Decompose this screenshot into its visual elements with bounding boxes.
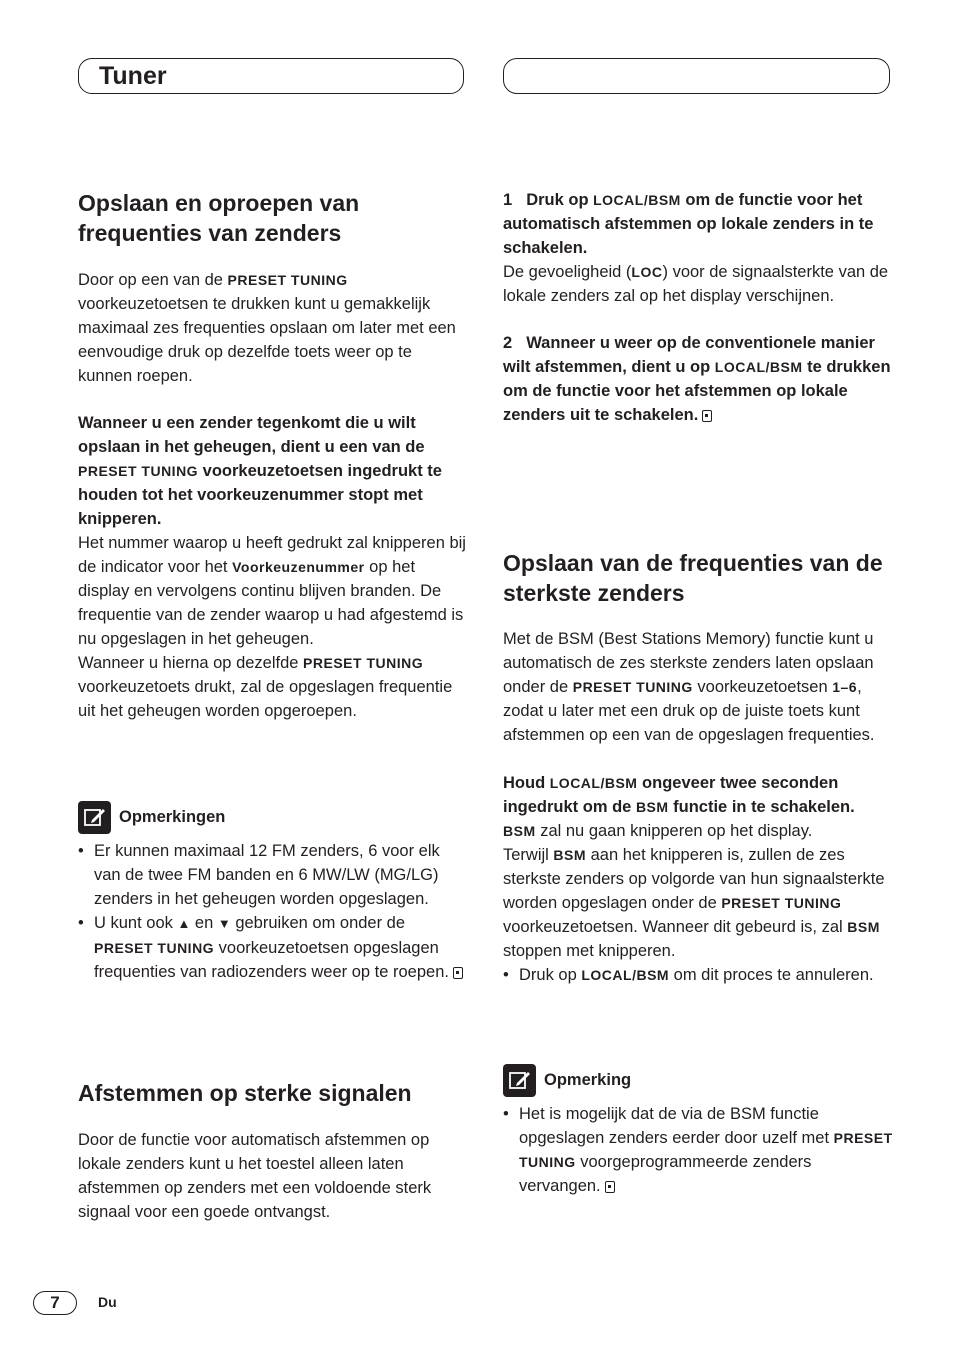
bsm-instruction: Houd LOCAL/BSM ongeveer twee seconden ingedrukt om de BSM functie in te schakelen.: [503, 774, 855, 816]
bsm-cancel-item: • Druk op LOCAL/BSM om dit proces te annuleren.: [503, 963, 893, 987]
intro-paragraph: Door op een van de PRESET TUNING voorkeuzetoetsen te drukken kunt u gemakkelijk maximaal zes frequenties opslaan om later met een eenvoudige druk op dezelfde toets weer op te kunnen roepen.: [78, 271, 456, 385]
note-item: • Het is mogelijk dat de via de BSM functie opgeslagen zenders eerder door uzelf met PRESET TUNING voorgeprogrammeerde zenders vervangen.: [503, 1102, 893, 1198]
bsm-intro-paragraph: Met de BSM (Best Stations Memory) functie kunt u automatisch de zes sterkste zenders laten opslaan onder de PRESET TUNING voorkeuzetoetsen 1–6, zodat u later met een druk op de juiste toets kunt afstemmen op een van de opgeslagen frequenties.: [503, 630, 875, 744]
step-1-result: De gevoeligheid (LOC) voor de signaalsterkte van de lokale zenders zal op het display verschijnen.: [503, 263, 889, 305]
bsm-cancel-list: [503, 963, 893, 987]
bsm-result-2: Terwijl BSM aan het knipperen is, zullen de zes sterkste zenders op volgorde van hun signaalsterkte worden opgeslagen onder de PRESET TUNING voorkeuzetoetsen. Wanneer dit gebeurd is, zal BSM stoppen met knipperen.: [503, 846, 885, 960]
step-1: 1 Druk op LOCAL/BSM om de functie voor het automatisch afstemmen op lokale zenders in te schakelen.: [503, 191, 874, 257]
end-mark-icon: [702, 410, 712, 422]
end-mark-icon: [453, 967, 463, 979]
left-column: [78, 188, 468, 723]
notes-block: [78, 801, 468, 984]
result-paragraph: Het nummer waarop u heeft gedrukt zal knipperen bij de indicator voor het Voorkeuzenummer op het display en vervolgens continu blijven branden. De frequentie van de zender waarop u had afgestemd is nu opgeslagen in het geheugen.: [78, 534, 466, 648]
page-title: Tuner: [99, 62, 167, 90]
down-arrow-icon: ▼: [217, 916, 231, 931]
notes-header: [78, 801, 468, 833]
local-steps: [503, 188, 893, 427]
notes-title: Opmerkingen: [119, 807, 226, 826]
section-heading-strong-signals: Afstemmen op sterke signalen: [78, 1080, 412, 1106]
note-pencil-icon: [78, 801, 111, 834]
bsm-section: [503, 548, 893, 987]
page-number: 7: [33, 1291, 77, 1315]
instruction-paragraph: Wanneer u een zender tegenkomt die u wilt opslaan in het geheugen, dient u een van de PRESET TUNING voorkeuzetoetsen ingedrukt te houden tot het voorkeuzenummer stopt met knipperen.: [78, 414, 442, 528]
note-pencil-icon: [503, 1064, 536, 1097]
strong-signal-paragraph: Door de functie voor automatisch afstemmen op lokale zenders kunt u het toestel alleen laten afstemmen op zenders met een voldoende sterk signaal voor een goede ontvangst.: [78, 1131, 432, 1221]
strong-signal-section: [78, 1078, 468, 1224]
bsm-note-block: [503, 1064, 893, 1198]
note-title: Opmerking: [544, 1070, 632, 1089]
bsm-result-1: BSM zal nu gaan knipperen op het display.: [503, 822, 813, 840]
up-arrow-icon: ▲: [177, 916, 191, 931]
note-item: • U kunt ook ▲ en ▼ gebruiken om onder de PRESET TUNING voorkeuzetoetsen opgeslagen frequenties van radiozenders weer op te roepen.: [78, 911, 468, 984]
notes-list: [78, 839, 468, 984]
section-heading-store-recall: Opslaan en oproepen van frequenties van zenders: [78, 190, 360, 246]
empty-tab: [503, 58, 890, 94]
note-item: • Er kunnen maximaal 12 FM zenders, 6 voor elk van de twee FM banden en 6 MW/LW (MG/LG) zenders in het geheugen worden opgeslagen.: [78, 839, 468, 911]
step-2: 2 Wanneer u weer op de conventionele manier wilt afstemmen, dient u op LOCAL/BSM te drukken om de functie voor het afstemmen op lokale zenders uit te schakelen.: [503, 334, 891, 424]
section-heading-bsm: Opslaan van de frequenties van de sterkste zenders: [503, 550, 883, 606]
end-mark-icon: [605, 1181, 615, 1193]
after-paragraph: Wanneer u hierna op dezelfde PRESET TUNING voorkeuzetoets drukt, zal de opgeslagen frequentie uit het geheugen worden opgeroepen.: [78, 654, 453, 720]
note-list: [503, 1102, 893, 1198]
note-header: [503, 1064, 893, 1096]
section-tab: [78, 58, 464, 94]
language-code: Du: [98, 1294, 117, 1310]
